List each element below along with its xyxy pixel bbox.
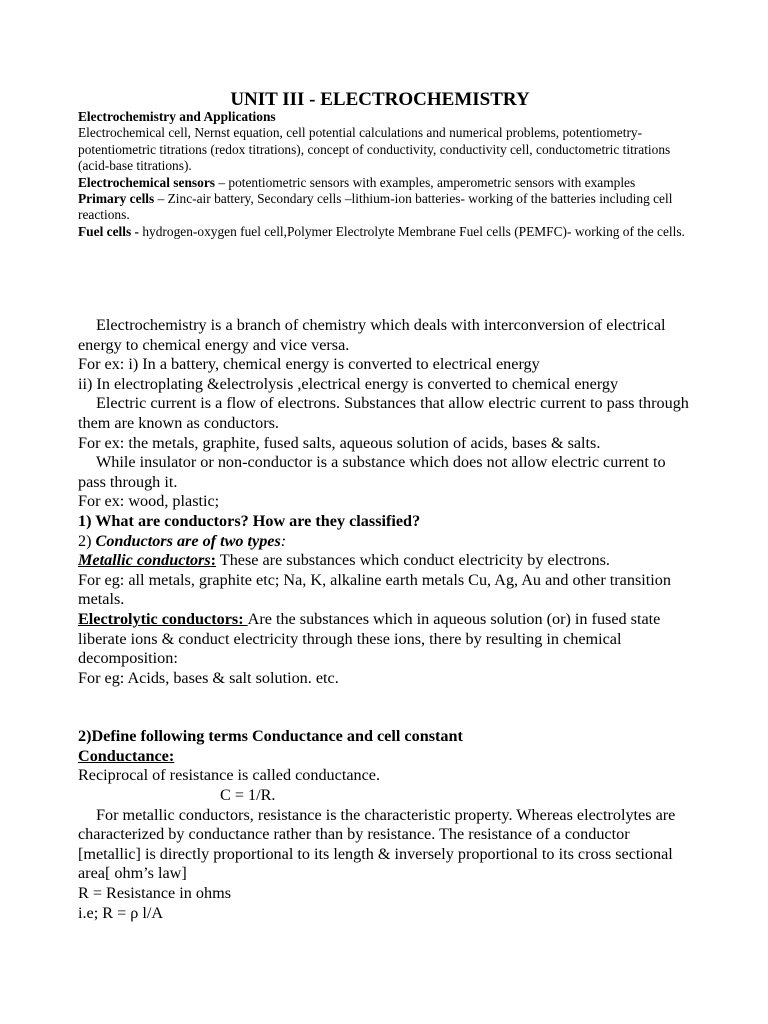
syllabus-line-1: Electrochemical cell, Nernst equation, cell potential calculations and numerical problems, potentiometry- potentiometric titrations (redox titrations), concept of conductivity, conductivity cell, conductometric titrations (acid-base titrations).: [78, 125, 671, 174]
electrolytic-example: For eg: Acids, bases & salt solution. etc.: [78, 668, 339, 687]
page-title: UNIT III - ELECTROCHEMISTRY: [230, 89, 530, 110]
types-num: 2): [78, 531, 96, 550]
intro-example-1: For ex: i) In a battery, chemical energy is converted to electrical energy: [78, 355, 540, 374]
question-1: 1) What are conductors? How are they classified?: [78, 511, 421, 530]
types-label: Conductors are of two types: [95, 531, 281, 550]
metallic-label: Metallic conductors: [78, 551, 211, 570]
conductors-paragraph: Electric current is a flow of electrons. Substances that allow electric current to pass through them are known as conductors.: [78, 394, 689, 432]
electrolytic-line: [78, 610, 690, 669]
primary-text: – Zinc-air battery, Secondary cells –lithium-ion batteries- working of the batteries including cell reactions.: [78, 191, 673, 223]
conductance-formula: C = 1/R.: [220, 786, 276, 805]
electrolytic-label: Electrolytic conductors:: [78, 609, 248, 628]
sensors-label: Electrochemical sensors: [78, 174, 215, 190]
insulator-example: For ex: wood, plastic;: [78, 492, 220, 511]
resistance-paragraph: For metallic conductors, resistance is the characteristic property. Whereas electrolytes are characterized by conductance rather than by resistance. The resistance of a conductor [metallic] is directly proportional to its length & inversely proportional to its cross sectional area[ ohm’s law]: [78, 805, 676, 883]
fuel-label: Fuel cells -: [78, 223, 143, 239]
syllabus-heading: Electrochemistry and Applications: [78, 109, 276, 124]
syllabus-fuel: [78, 224, 690, 240]
conductors-example: For ex: the metals, graphite, fused salts, aqueous solution of acids, bases & salts.: [78, 433, 601, 452]
metallic-colon: :: [210, 551, 217, 570]
syllabus-block: [78, 109, 690, 240]
resistance-formula: i.e; R = ρ l/A: [78, 903, 164, 922]
primary-label: Primary cells: [78, 191, 155, 207]
sensors-text: – potentiometric sensors with examples, amperometric sensors with examples: [214, 174, 636, 190]
insulator-paragraph: While insulator or non-conductor is a substance which does not allow electric current to pass through it.: [78, 453, 666, 491]
types-line: [78, 532, 690, 552]
fuel-text: hydrogen-oxygen fuel cell,Polymer Electrolyte Membrane Fuel cells (PEMFC)- working of the cells.: [142, 223, 685, 239]
body-text: [78, 316, 690, 923]
question-2: 2)Define following terms Conductance and cell constant: [78, 727, 463, 746]
intro-paragraph: Electrochemistry is a branch of chemistry which deals with interconversion of electrical energy to chemical energy and vice versa.: [78, 316, 666, 354]
conductance-heading: Conductance:: [78, 746, 175, 765]
syllabus-sensors: [78, 175, 690, 191]
metallic-example: For eg: all metals, graphite etc; Na, K, alkaline earth metals Cu, Ag, Au and other transition metals.: [78, 570, 671, 609]
intro-example-2: ii) In electroplating &electrolysis ,electrical energy is converted to chemical energy: [78, 374, 619, 393]
resistance-definition: R = Resistance in ohms: [78, 884, 232, 903]
metallic-text: These are substances which conduct electricity by electrons.: [216, 551, 610, 570]
syllabus-primary: [78, 191, 690, 224]
section-spacer: [78, 688, 690, 727]
conductance-definition: Reciprocal of resistance is called conductance.: [78, 766, 381, 785]
electrolytic-text: Are the substances which in aqueous solution (or) in fused state liberate ions & conduct electricity through these ions, there by resulting in chemical decomposition:: [78, 609, 661, 668]
metallic-line: [78, 551, 690, 571]
types-colon: :: [280, 531, 287, 550]
